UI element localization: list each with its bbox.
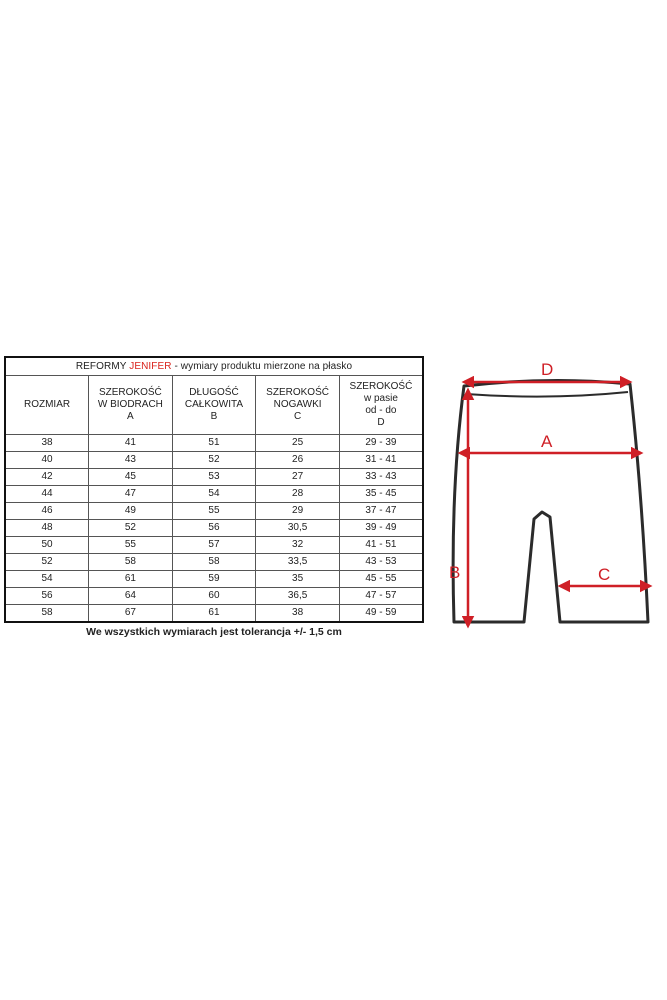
brand-name: JENIFER — [129, 360, 172, 372]
header-size-label: ROZMIAR — [23, 399, 71, 410]
cell-waist: 31 - 41 — [339, 452, 423, 469]
cell-leg: 33,5 — [256, 554, 340, 571]
label-d: D — [541, 360, 554, 379]
title-prefix: REFORMY — [75, 360, 130, 372]
cell-length: 59 — [172, 571, 256, 588]
cell-waist: 29 - 39 — [339, 435, 423, 452]
cell-waist: 35 - 45 — [339, 486, 423, 503]
header-waist-line2: w pasie — [363, 393, 398, 404]
table-row — [5, 435, 423, 452]
cell-length: 60 — [172, 588, 256, 605]
tolerance-note: We wszystkich wymiarach jest tolerancja +/- 1,5 cm — [86, 626, 342, 638]
cell-hip: 49 — [89, 503, 173, 520]
table-row — [5, 486, 423, 503]
cell-leg: 27 — [256, 469, 340, 486]
table-body — [5, 435, 423, 623]
cell-leg: 28 — [256, 486, 340, 503]
size-table — [4, 356, 424, 623]
cell-length: 54 — [172, 486, 256, 503]
header-waist-width — [339, 376, 423, 435]
table-row — [5, 537, 423, 554]
cell-leg: 32 — [256, 537, 340, 554]
header-leg-line2: NOGAWKI — [273, 399, 322, 410]
header-total-length — [172, 376, 256, 435]
cell-length: 53 — [172, 469, 256, 486]
cell-size: 46 — [5, 503, 89, 520]
cell-hip: 45 — [89, 469, 173, 486]
cell-length: 56 — [172, 520, 256, 537]
cell-size: 38 — [5, 435, 89, 452]
cell-waist: 47 - 57 — [339, 588, 423, 605]
cell-waist: 39 - 49 — [339, 520, 423, 537]
cell-hip: 61 — [89, 571, 173, 588]
cell-waist: 45 - 55 — [339, 571, 423, 588]
cell-hip: 55 — [89, 537, 173, 554]
cell-length: 52 — [172, 452, 256, 469]
cell-leg: 26 — [256, 452, 340, 469]
table-row — [5, 605, 423, 623]
cell-leg: 30,5 — [256, 520, 340, 537]
shorts-diagram-svg — [440, 352, 662, 638]
label-c: C — [598, 565, 611, 584]
cell-size: 40 — [5, 452, 89, 469]
header-waist-line1: SZEROKOŚĆ — [349, 381, 413, 392]
label-a: A — [541, 432, 553, 451]
title-suffix: - wymiary produktu mierzone na płasko — [171, 360, 353, 372]
header-leg-width — [256, 376, 340, 435]
header-waist-line3: od - do — [365, 405, 397, 416]
cell-size: 42 — [5, 469, 89, 486]
cell-waist: 43 - 53 — [339, 554, 423, 571]
cell-waist: 37 - 47 — [339, 503, 423, 520]
header-leg-line3: C — [293, 411, 302, 422]
table-row — [5, 588, 423, 605]
header-waist-line4: D — [377, 417, 385, 428]
header-leg-line1: SZEROKOŚĆ — [266, 387, 329, 398]
cell-length: 55 — [172, 503, 256, 520]
header-hip-width — [89, 376, 173, 435]
cell-leg: 38 — [256, 605, 340, 623]
cell-length: 51 — [172, 435, 256, 452]
cell-size: 50 — [5, 537, 89, 554]
cell-length: 61 — [172, 605, 256, 623]
cell-size: 52 — [5, 554, 89, 571]
cell-leg: 35 — [256, 571, 340, 588]
table-row — [5, 571, 423, 588]
label-b: B — [449, 563, 461, 582]
cell-waist: 33 - 43 — [339, 469, 423, 486]
header-length-line1: DŁUGOŚĆ — [189, 387, 239, 398]
cell-hip: 47 — [89, 486, 173, 503]
cell-hip: 41 — [89, 435, 173, 452]
cell-waist: 41 - 51 — [339, 537, 423, 554]
table-row — [5, 520, 423, 537]
cell-hip: 64 — [89, 588, 173, 605]
cell-hip: 43 — [89, 452, 173, 469]
waistband-line — [466, 392, 628, 397]
table-row — [5, 503, 423, 520]
cell-size: 54 — [5, 571, 89, 588]
header-hip-line2: W BIODRACH — [97, 399, 163, 410]
cell-leg: 25 — [256, 435, 340, 452]
cell-hip: 58 — [89, 554, 173, 571]
header-length-line2: CAŁKOWITA — [184, 399, 244, 410]
cell-leg: 29 — [256, 503, 340, 520]
header-hip-line1: SZEROKOŚĆ — [98, 387, 162, 398]
cell-hip: 52 — [89, 520, 173, 537]
cell-size: 48 — [5, 520, 89, 537]
table-row — [5, 554, 423, 571]
column-headers — [5, 376, 423, 435]
table-row — [5, 469, 423, 486]
cell-leg: 36,5 — [256, 588, 340, 605]
cell-length: 57 — [172, 537, 256, 554]
cell-size: 58 — [5, 605, 89, 623]
cell-waist: 49 - 59 — [339, 605, 423, 623]
cell-length: 58 — [172, 554, 256, 571]
table-title — [5, 357, 423, 376]
cell-size: 56 — [5, 588, 89, 605]
size-chart — [4, 356, 424, 638]
cell-hip: 67 — [89, 605, 173, 623]
header-length-line3: B — [210, 411, 218, 422]
shorts-diagram — [440, 352, 662, 638]
cell-size: 44 — [5, 486, 89, 503]
header-hip-line3: A — [127, 411, 134, 422]
header-size — [5, 376, 89, 435]
table-row — [5, 452, 423, 469]
